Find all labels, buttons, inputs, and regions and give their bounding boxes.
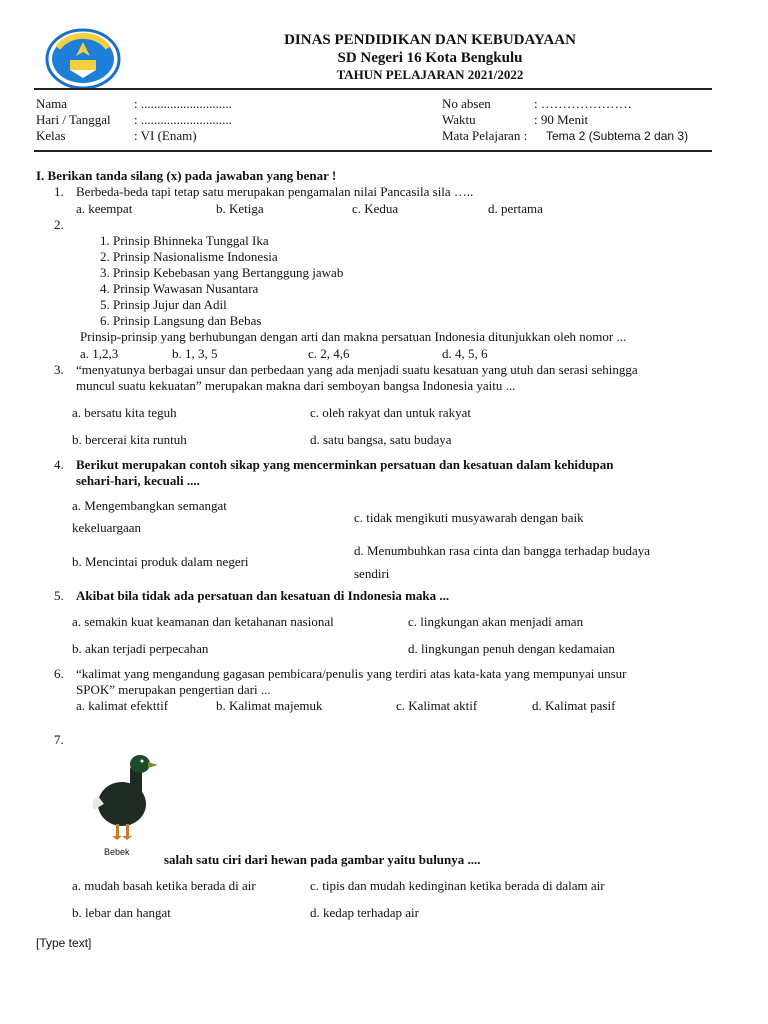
- q5-text: Akibat bila tidak ada persatuan dan kesatuan di Indonesia maka ...: [76, 588, 450, 603]
- q7-text: salah satu ciri dari hewan pada gambar yaitu bulunya ....: [164, 852, 481, 867]
- q4-option-a: a. Mengembangkan semangat: [72, 498, 227, 513]
- q4-option-b: b. Mencintai produk dalam negeri: [72, 554, 249, 569]
- agency-title: DINAS PENDIDIKAN DAN KEBUDAYAAN: [284, 32, 576, 48]
- hari-field: : ............................: [134, 112, 232, 127]
- q2-option-a: a. 1,2,3: [80, 346, 119, 361]
- info-divider: [34, 150, 712, 152]
- q3-option-c: c. oleh rakyat dan untuk rakyat: [310, 405, 471, 420]
- q3-number: 3.: [54, 362, 64, 377]
- q3-option-b: b. bercerai kita runtuh: [72, 432, 187, 447]
- q7-option-b: b. lebar dan hangat: [72, 905, 171, 920]
- q6-option-c: c. Kalimat aktif: [396, 698, 478, 713]
- q4-option-a-cont: kekeluargaan: [72, 520, 142, 535]
- section-title: I. Berikan tanda silang (x) pada jawaban yang benar !: [36, 168, 337, 183]
- waktu-label: Waktu: [442, 112, 476, 127]
- q5-option-b: b. akan terjadi perpecahan: [72, 641, 209, 656]
- q3-option-d: d. satu bangsa, satu budaya: [310, 432, 452, 447]
- q7-option-c: c. tipis dan mudah kedinginan ketika berada di dalam air: [310, 878, 605, 893]
- q2-number: 2.: [54, 217, 64, 232]
- mapel-field: Tema 2 (Subtema 2 dan 3): [546, 129, 689, 143]
- absen-field: : …………………: [534, 96, 632, 111]
- q2-text: Prinsip-prinsip yang berhubungan dengan arti dan makna persatuan Indonesia ditunjukkan oleh nomor ...: [80, 329, 627, 344]
- duck-caption: Bebek: [104, 847, 130, 857]
- q2-option-b: b. 1, 3, 5: [172, 346, 218, 361]
- q6-option-b: b. Kalimat majemuk: [216, 698, 323, 713]
- q5-option-d: d. lingkungan penuh dengan kedamaian: [408, 641, 615, 656]
- q5-option-a: a. semakin kuat keamanan dan ketahanan nasional: [72, 614, 334, 629]
- q5-option-c: c. lingkungan akan menjadi aman: [408, 614, 584, 629]
- mapel-label: Mata Pelajaran :: [442, 128, 528, 143]
- footer-placeholder: [Type text]: [36, 936, 92, 950]
- q2-item: 4. Prinsip Wawasan Nusantara: [100, 281, 259, 296]
- q6-option-a: a. kalimat efekttif: [76, 698, 169, 713]
- q3-text-line1: “menyatunya berbagai unsur dan perbedaan yang ada menjadi suatu kesatuan yang utuh dan serasi sehingga: [76, 362, 638, 377]
- tut-wuri-handayani-logo-icon: [44, 28, 122, 90]
- kelas-label: Kelas: [36, 128, 66, 143]
- q4-text-line2: sehari-hari, kecuali ....: [76, 473, 200, 488]
- q2-item: 5. Prinsip Jujur dan Adil: [100, 297, 227, 312]
- q3-option-a: a. bersatu kita teguh: [72, 405, 177, 420]
- nama-label: Nama: [36, 96, 68, 111]
- waktu-field: : 90 Menit: [534, 112, 589, 127]
- q6-text-line1: “kalimat yang mengandung gagasan pembicara/penulis yang terdiri atas kata-kata yang mempunyai unsur: [76, 666, 627, 681]
- q6-option-d: d. Kalimat pasif: [532, 698, 616, 713]
- q1-number: 1.: [54, 184, 64, 199]
- nama-field: : ............................: [134, 96, 232, 111]
- q1-text: Berbeda-beda tapi tetap satu merupakan pengamalan nilai Pancasila sila …..: [76, 184, 474, 199]
- q4-option-c: c. tidak mengikuti musyawarah dengan baik: [354, 510, 584, 525]
- q3-text-line2: muncul suatu kekuatan” merupakan makna dari semboyan bangsa Indonesia yaitu ...: [76, 378, 516, 393]
- q1-option-c: c. Kedua: [352, 201, 399, 216]
- q2-item: 3. Prinsip Kebebasan yang Bertanggung jawab: [100, 265, 344, 280]
- q1-option-d: d. pertama: [488, 201, 543, 216]
- school-name: SD Negeri 16 Kota Bengkulu: [337, 50, 523, 66]
- q7-option-d: d. kedap terhadap air: [310, 905, 420, 920]
- q2-item: 1. Prinsip Bhinneka Tunggal Ika: [100, 233, 269, 248]
- duck-icon: [86, 752, 158, 842]
- q6-text-line2: SPOK” merupakan pengertian dari ...: [76, 682, 271, 697]
- q4-number: 4.: [54, 457, 64, 472]
- absen-label: No absen: [442, 96, 491, 111]
- q4-text-line1: Berikut merupakan contoh sikap yang mencerminkan persatuan dan kesatuan dalam kehidupan: [76, 457, 614, 472]
- q7-option-a: a. mudah basah ketika berada di air: [72, 878, 256, 893]
- q5-number: 5.: [54, 588, 64, 603]
- q7-number: 7.: [54, 732, 64, 747]
- kelas-field: : VI (Enam): [134, 128, 197, 143]
- q2-item: 6. Prinsip Langsung dan Bebas: [100, 313, 262, 328]
- q2-option-c: c. 2, 4,6: [308, 346, 350, 361]
- q1-option-a: a. keempat: [76, 201, 133, 216]
- school-year: TAHUN PELAJARAN 2021/2022: [336, 67, 524, 82]
- q6-number: 6.: [54, 666, 64, 681]
- q1-option-b: b. Ketiga: [216, 201, 264, 216]
- header-divider: [34, 88, 712, 90]
- q2-option-d: d. 4, 5, 6: [442, 346, 488, 361]
- q4-option-d: d. Menumbuhkan rasa cinta dan bangga terhadap budaya: [354, 543, 651, 558]
- q4-option-d-cont: sendiri: [354, 566, 390, 581]
- hari-label: Hari / Tanggal: [36, 112, 111, 127]
- q2-item: 2. Prinsip Nasionalisme Indonesia: [100, 249, 278, 264]
